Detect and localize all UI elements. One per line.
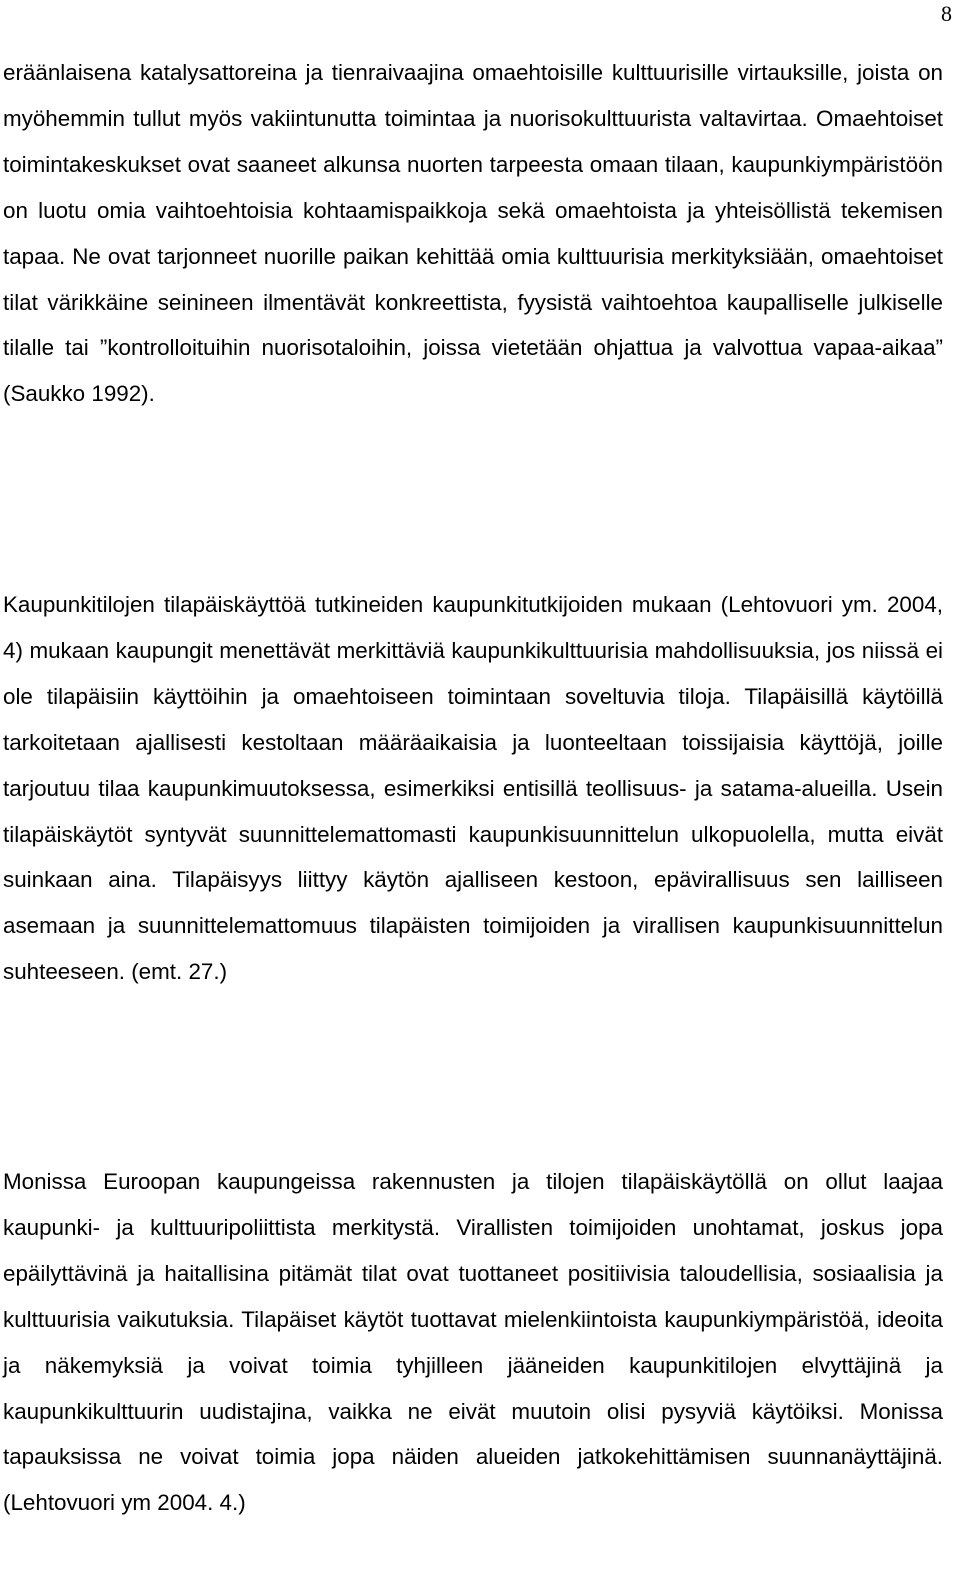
paragraph-1: eräänlaisena katalysattoreina ja tienraivaajina omaehtoisille kulttuurisille virtauksille, joista on myöhemmin tullut myös vakiintunutta toimintaa ja nuorisokulttuurista valtavirtaa. Omaehtoiset toimintakeskukset ovat saaneet alkunsa nuorten tarpeesta omaan tilaan, kaupunkiympäristöön on luotu omia vaihtoehtoisia kohtaamispaikkoja sekä omaehtoista ja yhteisöllistä tekemisen tapaa. Ne ovat tarjonneet nuorille paikan kehittää omia kulttuurisia merkityksiään, omaehtoiset tilat värikkäine seinineen ilmentävät konkreettista, fyysistä vaihtoehtoa kaupalliselle julkiselle tilalle tai ”kontrolloituihin nuorisotaloihin, joissa vietetään ohjattua ja valvottua vapaa-aikaa” (Saukko 1992).: [3, 60, 943, 407]
paragraph-2: Kaupunkitilojen tilapäiskäyttöä tutkineiden kaupunkitutkijoiden mukaan (Lehtovuori ym. 2004, 4) mukaan kaupungit menettävät merkittäviä kaupunkikulttuurisia mahdollisuuksia, jos niissä ei ole tilapäisiin käyttöihin ja omaehtoiseen toimintaan soveltuvia tiloja. Tilapäisillä käytöillä tarkoitetaan ajallisesti kestoltaan määräaikaisia ja luonteeltaan toissijaisia käyttöjä, joille tarjoutuu tilaa kaupunkimuutoksessa, esimerkiksi entisillä teollisuus- ja satama-alueilla. Usein tilapäiskäytöt syntyvät suunnittelemattomasti kaupunkisuunnittelun ulkopuolella, mutta eivät suinkaan aina. Tilapäisyys liittyy käytön ajalliseen kestoon, epävirallisuus sen lailliseen asemaan ja suunnittelemattomuus tilapäisten toimijoiden ja virallisen kaupunkisuunnittelun suhteeseen. (emt. 27.): [3, 592, 943, 985]
page-number: 8: [941, 1, 952, 26]
paragraph-3: Monissa Euroopan kaupungeissa rakennusten ja tilojen tilapäiskäytöllä on ollut laajaa kaupunki- ja kulttuuripoliittista merkitystä. Virallisten toimijoiden unohtamat, joskus jopa epäilyttävinä ja haitallisina pitämät tilat ovat tuottaneet positiivisia taloudellisia, sosiaalisia ja kulttuurisia vaikutuksia. Tilapäiset käytöt tuottavat mielenkiintoista kaupunkiympäristöä, ideoita ja näkemyksiä ja voivat toimia tyhjilleen jääneiden kaupunkitilojen elvyttäjinä ja kaupunkikulttuurin uudistajina, vaikka ne eivät muutoin olisi pysyviä käytöiksi. Monissa tapauksissa ne voivat toimia jopa näiden alueiden jatkokehittämisen suunnanäyttäjinä. (Lehtovuori ym 2004. 4.): [3, 1169, 943, 1516]
